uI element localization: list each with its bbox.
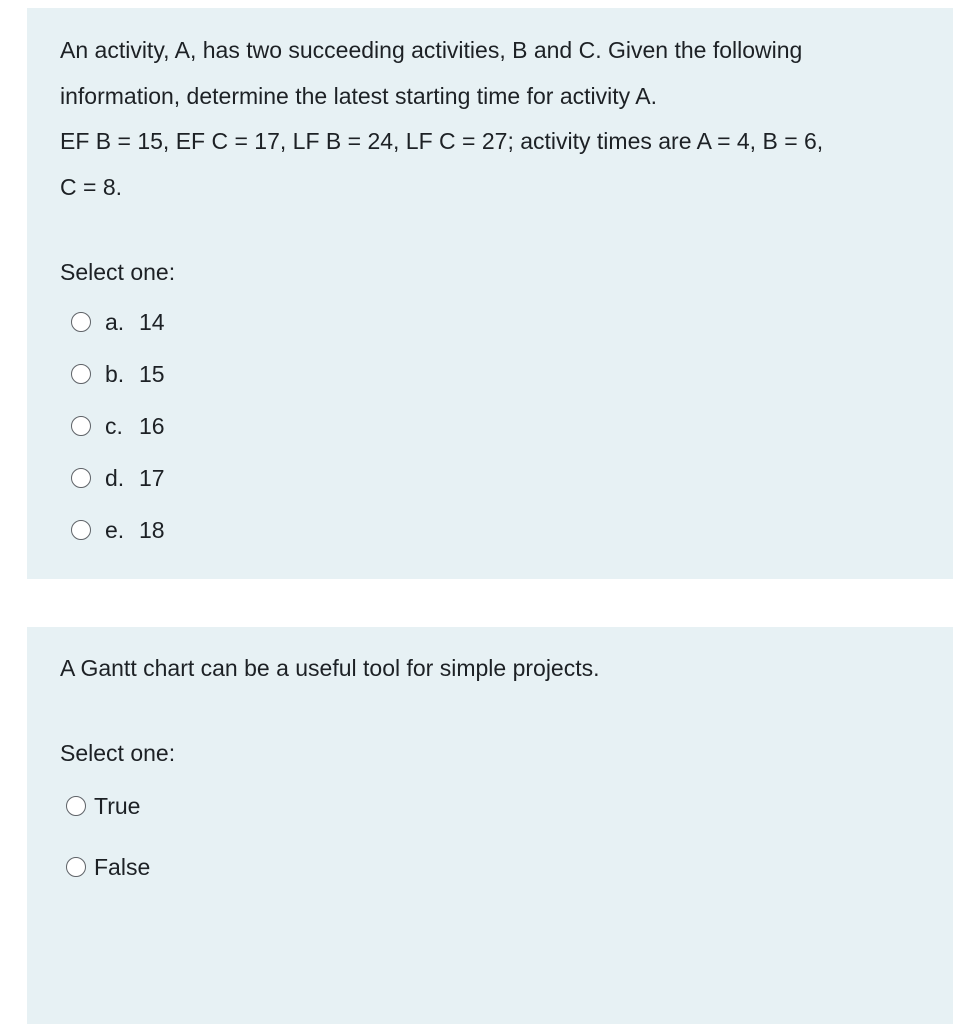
radio-button[interactable] bbox=[71, 364, 91, 384]
question-1-text bbox=[60, 28, 940, 210]
radio-button[interactable] bbox=[71, 416, 91, 436]
option-letter: c. bbox=[105, 412, 123, 439]
option-value: 15 bbox=[139, 360, 165, 387]
option-value: 18 bbox=[139, 516, 165, 543]
option-d[interactable] bbox=[71, 463, 165, 493]
radio-button[interactable] bbox=[66, 796, 86, 816]
select-one-label: Select one: bbox=[60, 740, 176, 766]
option-letter: a. bbox=[105, 308, 125, 335]
option-true[interactable] bbox=[66, 791, 140, 821]
option-label: False bbox=[94, 853, 151, 880]
question-2-card bbox=[27, 627, 953, 1024]
question-1-line: An activity, A, has two succeeding activities, B and C. Given the following bbox=[60, 37, 803, 63]
question-1-line: information, determine the latest starting time for activity A. bbox=[60, 82, 657, 109]
question-2-text: A Gantt chart can be a useful tool for simple projects. bbox=[60, 655, 600, 681]
select-one-label: Select one: bbox=[60, 259, 176, 285]
option-letter: b. bbox=[105, 360, 125, 387]
option-value: 17 bbox=[139, 464, 165, 491]
option-letter: e. bbox=[105, 516, 125, 543]
option-value: 14 bbox=[139, 308, 165, 335]
radio-button[interactable] bbox=[71, 312, 91, 332]
option-value: 16 bbox=[139, 412, 165, 439]
radio-button[interactable] bbox=[71, 468, 91, 488]
radio-button[interactable] bbox=[66, 857, 86, 877]
option-b[interactable] bbox=[71, 359, 165, 389]
radio-button[interactable] bbox=[71, 520, 91, 540]
option-letter: d. bbox=[105, 464, 125, 491]
option-label: True bbox=[94, 792, 141, 819]
question-1-line: C = 8. bbox=[60, 173, 123, 200]
question-1-card bbox=[27, 8, 953, 579]
option-e[interactable] bbox=[71, 515, 165, 545]
option-a[interactable] bbox=[71, 307, 165, 337]
option-false[interactable] bbox=[66, 852, 150, 882]
option-c[interactable] bbox=[71, 411, 165, 441]
question-1-line: EF B = 15, EF C = 17, LF B = 24, LF C = 27; activity times are A = 4, B = 6, bbox=[60, 128, 824, 154]
